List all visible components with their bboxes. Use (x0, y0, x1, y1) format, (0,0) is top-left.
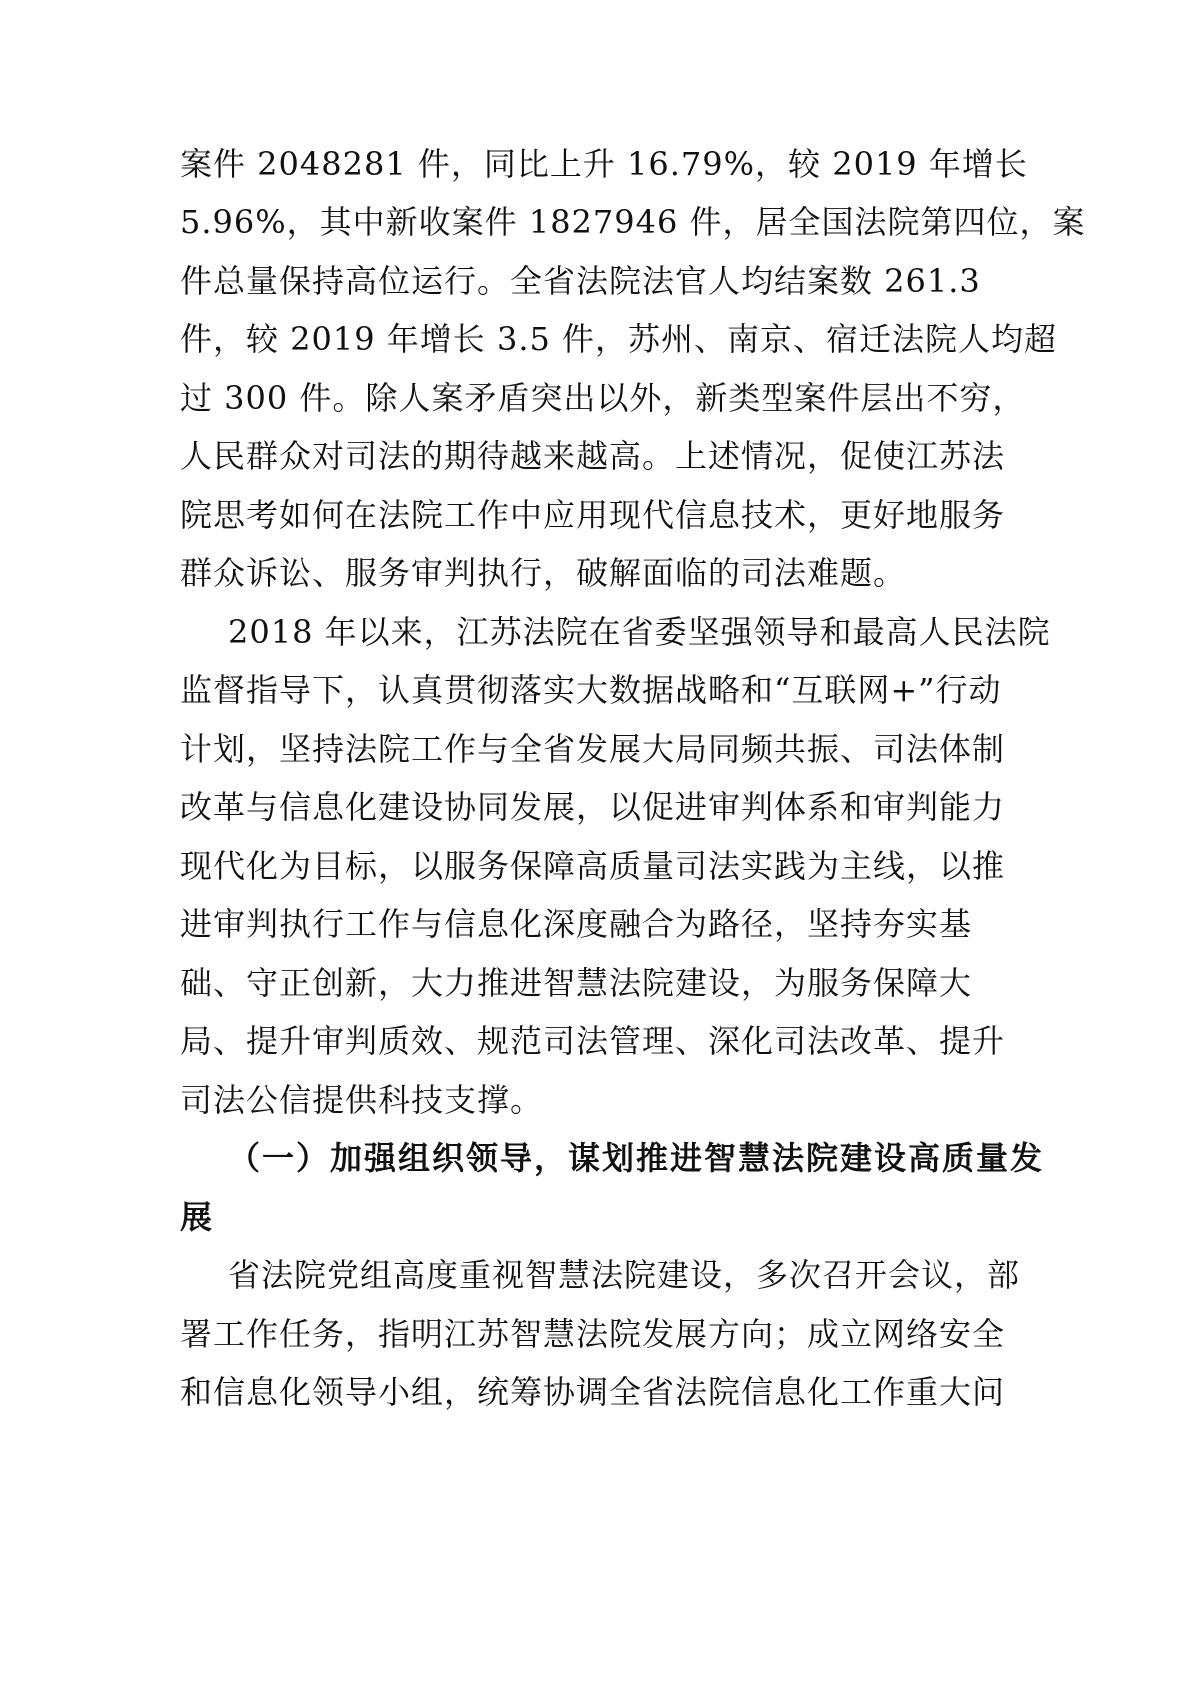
text-line: 件总量保持高位运行。全省法院法官人均结案数 261.3 (180, 262, 981, 300)
section-heading: （一）加强组织领导，谋划推进智慧法院建设高质量发 (228, 1139, 1045, 1177)
text-line: 监督指导下，认真贯彻落实大数据战略和“互联网+”行动 (180, 671, 1002, 709)
text-line: 现代化为目标，以服务保障高质量司法实践为主线，以推 (180, 847, 1006, 885)
text-line: 群众诉讼、服务审判执行，破解面临的司法难题。 (180, 554, 907, 592)
text-line: 人民群众对司法的期待越来越高。上述情况，促使江苏法 (180, 437, 1006, 475)
text-line: 2018 年以来，江苏法院在省委坚强领导和最高人民法院 (228, 613, 1051, 651)
text-line: 进审判执行工作与信息化深度融合为路径，坚持夯实基 (180, 905, 973, 943)
text-line: 过 300 件。除人案矛盾突出以外，新类型案件层出不穷， (180, 379, 1026, 417)
text-line: 院思考如何在法院工作中应用现代信息技术，更好地服务 (180, 496, 1006, 534)
text-line: 案件 2048281 件，同比上升 16.79%，较 2019 年增长 (180, 145, 1028, 183)
text-line: 改革与信息化建设协同发展，以促进审判体系和审判能力 (180, 788, 1006, 826)
text-line: 署工作任务，指明江苏智慧法院发展方向；成立网络安全 (180, 1315, 1006, 1353)
text-line: 5.96%，其中新收案件 1827946 件，居全国法院第四位，案 (180, 203, 1086, 241)
text-line: 础、守正创新，大力推进智慧法院建设，为服务保障大 (180, 964, 973, 1002)
section-heading: 展 (180, 1198, 215, 1236)
text-line: 件，较 2019 年增长 3.5 件，苏州、南京、宿迁法院人均超 (180, 320, 1058, 358)
text-line: 省法院党组高度重视智慧法院建设，多次召开会议，部 (228, 1256, 1021, 1294)
text-line: 局、提升审判质效、规范司法管理、深化司法改革、提升 (180, 1022, 1006, 1060)
text-line: 司法公信提供科技支撑。 (180, 1081, 544, 1119)
text-line: 和信息化领导小组，统筹协调全省法院信息化工作重大问 (180, 1373, 1006, 1411)
text-line: 计划，坚持法院工作与全省发展大局同频共振、司法体制 (180, 730, 1006, 768)
